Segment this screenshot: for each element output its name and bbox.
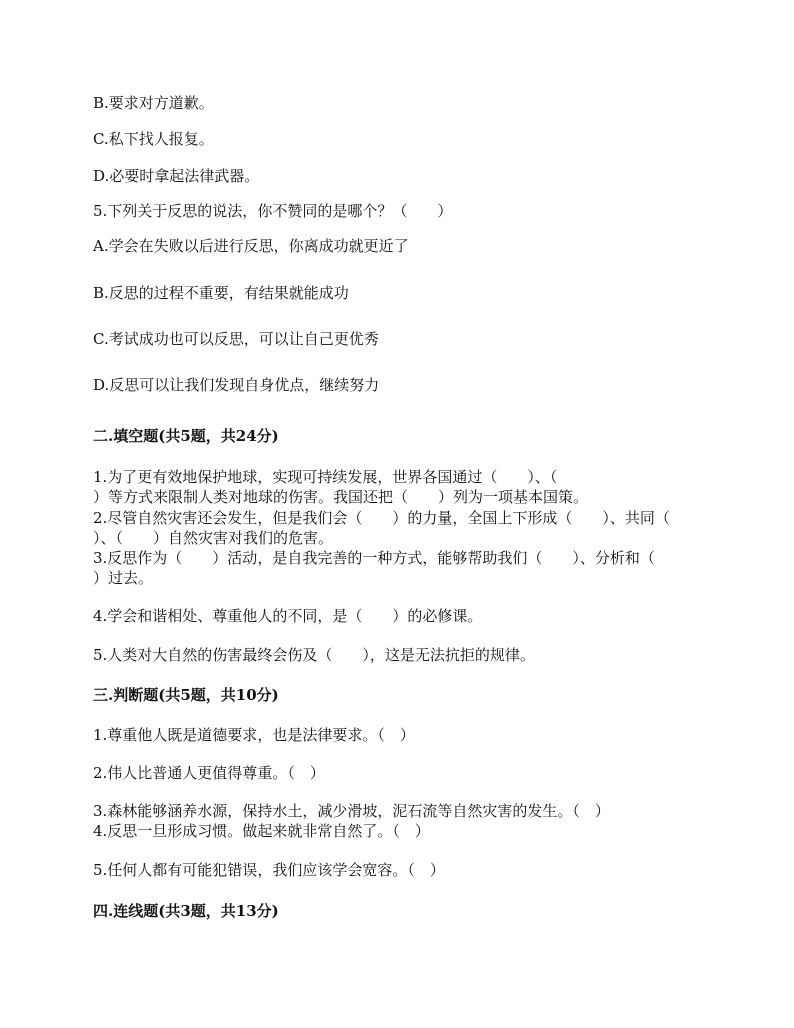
question-5-option-b: B.反思的过程不重要，有结果就能成功 (93, 284, 349, 302)
section-fill-heading: 二.填空题(共5题，共24分) (93, 427, 279, 445)
judge-line: 2.伟人比普通人更值得尊重。（ ） (93, 764, 325, 782)
question-5-option-c: C.考试成功也可以反思，可以让自己更优秀 (93, 330, 379, 348)
question-5-stem: 5.下列关于反思的说法，你不赞同的是哪个？（ ） (93, 202, 453, 220)
section-judge-heading: 三.判断题(共5题，共10分) (93, 686, 279, 704)
section-match-heading: 四.连线题(共3题，共13分) (93, 902, 279, 920)
fill-line: 1.为了更有效地保护地球，实现可持续发展，世界各国通过（ ）、（ (93, 468, 558, 486)
question-5-option-a: A.学会在失败以后进行反思，你离成功就更近了 (93, 237, 409, 255)
fill-line: 3.反思作为（ ）活动，是自我完善的一种方式，能够帮助我们（ ）、分析和（ (93, 549, 655, 567)
fill-line: ）等方式来限制人类对地球的伤害。我国还把（ ）列为一项基本国策。 (93, 488, 589, 506)
option-b: B.要求对方道歉。 (93, 94, 214, 112)
fill-line: 5.人类对大自然的伤害最终会伤及（ ），这是无法抗拒的规律。 (93, 646, 535, 664)
option-d: D.必要时拿起法律武器。 (93, 167, 260, 185)
judge-line: 1.尊重他人既是道德要求，也是法律要求。（ ） (93, 726, 415, 744)
fill-line: ）过去。 (93, 569, 154, 587)
judge-line: 3.森林能够涵养水源，保持水土，减少滑坡，泥石流等自然灾害的发生。（ ） (93, 802, 610, 820)
judge-line: 5.任何人都有可能犯错误，我们应该学会宽容。（ ） (93, 861, 445, 879)
option-c: C.私下找人报复。 (93, 130, 214, 148)
question-5-option-d: D.反思可以让我们发现自身优点，继续努力 (93, 376, 380, 394)
fill-line: 4.学会和谐相处、尊重他人的不同，是（ ）的必修课。 (93, 607, 483, 625)
fill-line: 2.尽管自然灾害还会发生，但是我们会（ ）的力量，全国上下形成（ ）、共同（ (93, 509, 670, 527)
fill-line: ）、（ ）自然灾害对我们的危害。 (93, 529, 334, 547)
judge-line: 4.反思一旦形成习惯。做起来就非常自然了。（ ） (93, 822, 430, 840)
